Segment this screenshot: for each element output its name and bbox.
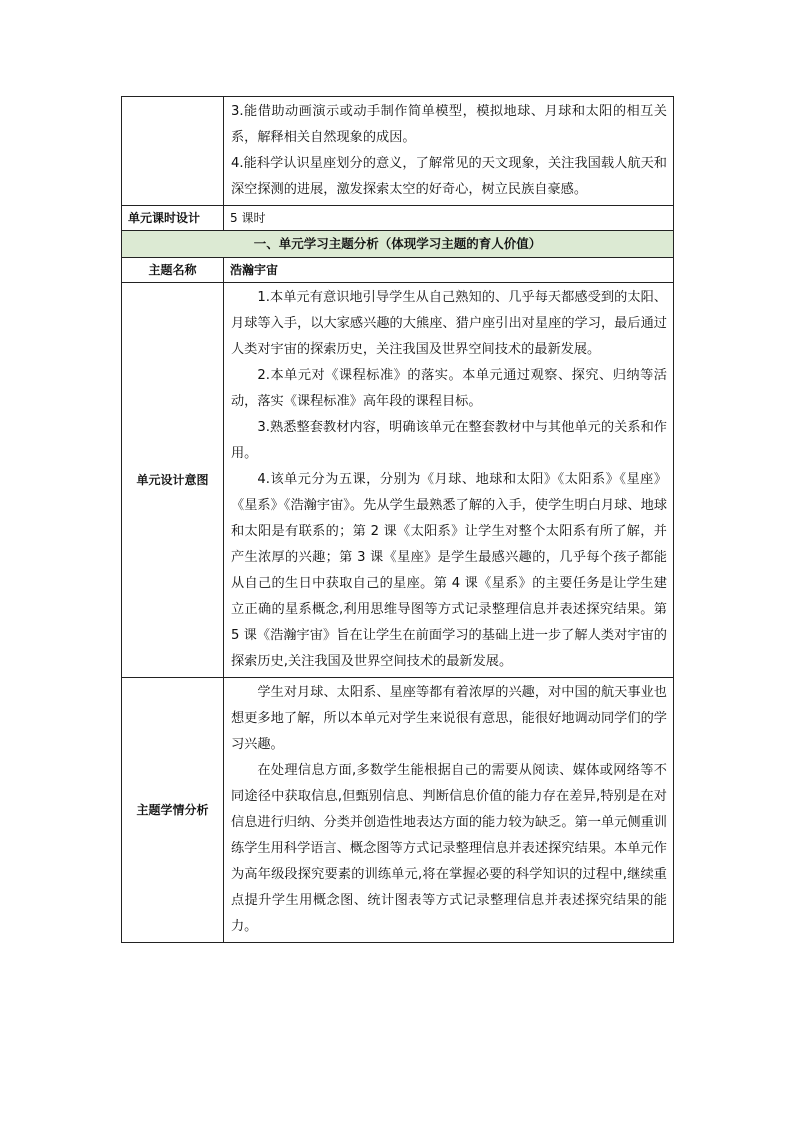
lesson-design-value: 5 课时	[224, 206, 674, 231]
topic-name-value: 浩瀚宇宙	[224, 258, 674, 283]
design-intent-paragraph-2: 2.本单元对《课程标准》的落实。本单元通过观察、探究、归纳等活动，落实《课程标准》高年段的课程目标。	[231, 368, 667, 409]
section-title: 一、单元学习主题分析（体现学习主题的育人价值）	[122, 231, 674, 258]
goal-item-4: 4.能科学认识星座划分的意义，了解常见的天文现象，关注我国载人航天和深空探测的进展，激发探索太空的好奇心，树立民族自豪感。	[231, 156, 667, 197]
learner-analysis-label: 主题学情分析	[122, 678, 224, 943]
design-intent-paragraph-4: 4.该单元分为五课，分别为《月球、地球和太阳》《太阳系》《星座》《星系》《浩瀚宇宙》。先从学生最熟悉了解的入手，使学生明白月球、地球和太阳是有联系的；第 2 课《太阳系》让学生对整个太阳系有所了解，并产生浓厚的兴趣；第 3 课《星座》是学生最感兴趣的，几乎每个孩子都能从自己的生日中获取自己的星座。第 4 课《星系》的主要任务是让学生建立正确的星系概念,利用思维导图等方式记录整理信息并表述探究结果。第 5 课《浩瀚宇宙》旨在让学生在前面学习的基础上进一步了解人类对宇宙的探索历史,关注我国及世界空间技术的最新发展。	[231, 472, 667, 669]
design-intent-paragraph-1: 1.本单元有意识地引导学生从自己熟知的、几乎每天都感受到的太阳、月球等入手，以大家感兴趣的大熊座、猎户座引出对星座的学习，最后通过人类对宇宙的探索历史，关注我国及世界空间技术的最新发展。	[231, 290, 667, 357]
design-intent-row	[122, 283, 674, 678]
document-page	[121, 96, 674, 943]
lesson-design-label: 单元课时设计	[122, 206, 224, 231]
goals-row	[122, 97, 674, 206]
learner-analysis-content	[224, 678, 674, 943]
unit-design-table	[121, 96, 674, 943]
design-intent-label: 单元设计意图	[122, 283, 224, 678]
learner-analysis-row	[122, 678, 674, 943]
section-row	[122, 231, 674, 258]
design-intent-paragraph-3: 3.熟悉整套教材内容，明确该单元在整套教材中与其他单元的关系和作用。	[231, 420, 667, 461]
goal-item-3: 3.能借助动画演示或动手制作简单模型，模拟地球、月球和太阳的相互关系，解释相关自然现象的成因。	[231, 104, 667, 145]
goals-label-cell	[122, 97, 224, 206]
design-intent-content	[224, 283, 674, 678]
goals-content-cell	[224, 97, 674, 206]
learner-analysis-paragraph-2: 在处理信息方面,多数学生能根据自己的需要从阅读、媒体或网络等不同途径中获取信息,但甄别信息、判断信息价值的能力存在差异,特别是在对信息进行归纳、分类并创造性地表达方面的能力较为缺乏。第一单元侧重训练学生用科学语言、概念图等方式记录整理信息并表述探究结果。本单元作为高年级段探究要素的训练单元,将在掌握必要的科学知识的过程中,继续重点提升学生用概念图、统计图表等方式记录整理信息并表述探究结果的能力。	[231, 763, 667, 934]
learner-analysis-paragraph-1: 学生对月球、太阳系、星座等都有着浓厚的兴趣，对中国的航天事业也想更多地了解，所以本单元对学生来说很有意思，能很好地调动同学们的学习兴趣。	[231, 685, 667, 752]
topic-name-row	[122, 258, 674, 283]
lesson-design-row	[122, 206, 674, 231]
topic-name-label: 主题名称	[122, 258, 224, 283]
